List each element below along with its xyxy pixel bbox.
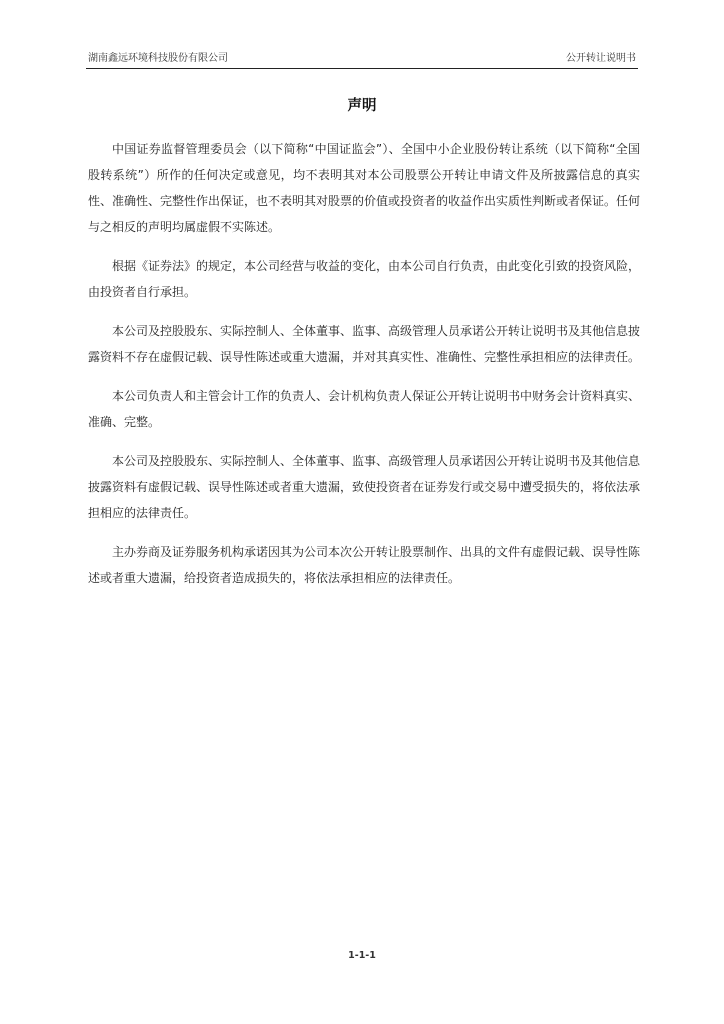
declaration-body xyxy=(88,136,640,604)
header-company-name: 湖南鑫远环境科技股份有限公司 xyxy=(88,53,228,64)
page-title: 声明 xyxy=(347,98,377,114)
paragraph: 主办券商及证券服务机构承诺因其为公司本次公开转让股票制作、出具的文件有虚假记载、误导性陈述或者重大遗漏，给投资者造成损失的，将依法承担相应的法律责任。 xyxy=(88,545,641,585)
paragraph: 本公司及控股股东、实际控制人、全体董事、监事、高级管理人员承诺公开转让说明书及其他信息披露资料不存在虚假记载、误导性陈述或重大遗漏，并对其真实性、准确性、完整性承担相应的法律责任。 xyxy=(88,324,641,364)
paragraph: 本公司负责人和主管会计工作的负责人、会计机构负责人保证公开转让说明书中财务会计资料真实、准确、完整。 xyxy=(88,389,641,429)
paragraph: 本公司及控股股东、实际控制人、全体董事、监事、高级管理人员承诺因公开转让说明书及其他信息披露资料有虚假记载、误导性陈述或者重大遗漏，致使投资者在证券发行或交易中遭受损失的，将依法承担相应的法律责任。 xyxy=(88,454,641,520)
paragraph: 根据《证券法》的规定，本公司经营与收益的变化，由本公司自行负责，由此变化引致的投资风险，由投资者自行承担。 xyxy=(88,259,641,299)
header-document-name: 公开转让说明书 xyxy=(566,53,636,64)
page-header xyxy=(86,50,638,69)
paragraph: 中国证券监督管理委员会（以下简称“中国证监会”）、全国中小企业股份转让系统（以下简称“全国股转系统”）所作的任何决定或意见，均不表明其对本公司股票公开转让申请文件及所披露信息的真实性、准确性、完整性作出保证，也不表明其对股票的价值或投资者的收益作出实质性判断或者保证。任何与之相反的声明均属虚假不实陈述。 xyxy=(88,142,641,234)
page-number: 1-1-1 xyxy=(348,950,376,961)
